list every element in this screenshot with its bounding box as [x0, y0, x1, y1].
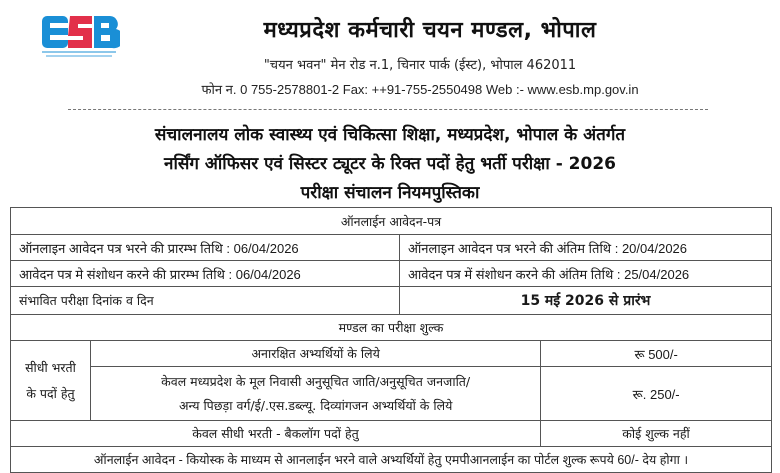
document-subtitle-line1: संचालनालय लोक स्वास्थ्य एवं चिकित्सा शिक्षा, मध्यप्रदेश, भोपाल के अंतर्गत [154, 125, 626, 145]
fee-amount-reserved: रू. 250/- [540, 367, 771, 420]
document-subtitle-line2: नर्सिंग ऑफिसर एवं सिस्टर ट्यूटर के रिक्त पदों हेतु भर्ती परीक्षा - 2026 [164, 154, 616, 174]
backlog-fee: कोई शुल्क नहीं [540, 421, 771, 446]
footer-note-row [11, 446, 771, 472]
header-divider [68, 109, 708, 110]
fee-row-unreserved [91, 341, 771, 367]
fee-category-reserved-line1: केवल मध्यप्रदेश के मूल निवासी अनुसूचित जाति/अनुसूचित जनजाति/ [161, 373, 471, 389]
application-dates-row-2 [11, 260, 771, 286]
exam-date-value: 15 मई 2026 से प्रारंभ [399, 287, 771, 314]
fees-heading-row [11, 314, 771, 340]
direct-recruitment-label [11, 341, 90, 420]
fee-category-reserved [91, 367, 540, 420]
fee-category-unreserved: अनारक्षित अभ्यर्थियों के लिये [251, 346, 380, 361]
organization-contact: फोन न. 0 755-2578801-2 Fax: ++91-755-2550498 Web :- www.esb.mp.gov.in [201, 82, 639, 97]
direct-recruitment-fees-row [11, 340, 771, 420]
fee-row-reserved [91, 367, 771, 420]
exam-info-table [10, 207, 772, 473]
online-application-heading: ऑनलाईन आवेदन-पत्र [340, 213, 442, 229]
direct-recruitment-label-line1: सीधी भरती [25, 359, 76, 375]
organization-title: मध्यप्रदेश कर्मचारी चयन मण्डल, भोपाल [263, 18, 597, 43]
esb-logo [40, 12, 120, 64]
document-subtitle-line3: परीक्षा संचालन नियमपुस्तिका [300, 183, 480, 203]
application-dates-row-1 [11, 234, 771, 260]
exam-date-label: संभावित परीक्षा दिनांक व दिन [19, 293, 154, 308]
fee-categories [90, 341, 771, 420]
correction-end-date: आवेदन पत्र में संशोधन करने की अंतिम तिथि : 25/04/2026 [399, 261, 771, 286]
backlog-category: केवल सीधी भरती - बैकलॉग पदों हेतु [192, 426, 359, 441]
fees-heading: मण्डल का परीक्षा शुल्क [338, 320, 444, 335]
fee-category-reserved-line2: अन्य पिछड़ा वर्ग/ई/.एस.डब्ल्यू. दिव्यांगजन अभ्यर्थियों के लिये [178, 397, 453, 413]
correction-start-date: आवेदन पत्र मे संशोधन करने की प्रारम्भ तिथि : 06/04/2026 [19, 266, 301, 282]
fee-amount-unreserved: रू 500/- [540, 341, 771, 366]
application-start-date: ऑनलाइन आवेदन पत्र भरने की प्रारम्भ तिथि : 06/04/2026 [19, 240, 299, 256]
application-end-date: ऑनलाइन आवेदन पत्र भरने की अंतिम तिथि : 20/04/2026 [399, 235, 771, 260]
organization-address: "चयन भवन" मेन रोड न.1, चिनार पार्क (ईस्ट), भोपाल 462011 [263, 58, 577, 73]
exam-date-row [11, 286, 771, 314]
direct-recruitment-label-line2: के पदों हेतु [26, 385, 75, 401]
online-application-heading-row [11, 208, 771, 234]
portal-fee-note: ऑनलाईन आवेदन - कियोस्क के माध्यम से आनलाईन भरने वाले अभ्यर्थियों हेतु एमपीआनलाईन का पोर्टल शुल्क रूपये 60/- देय होगा । [93, 453, 689, 467]
esb-logo-icon [40, 12, 120, 64]
backlog-fees-row [11, 420, 771, 446]
